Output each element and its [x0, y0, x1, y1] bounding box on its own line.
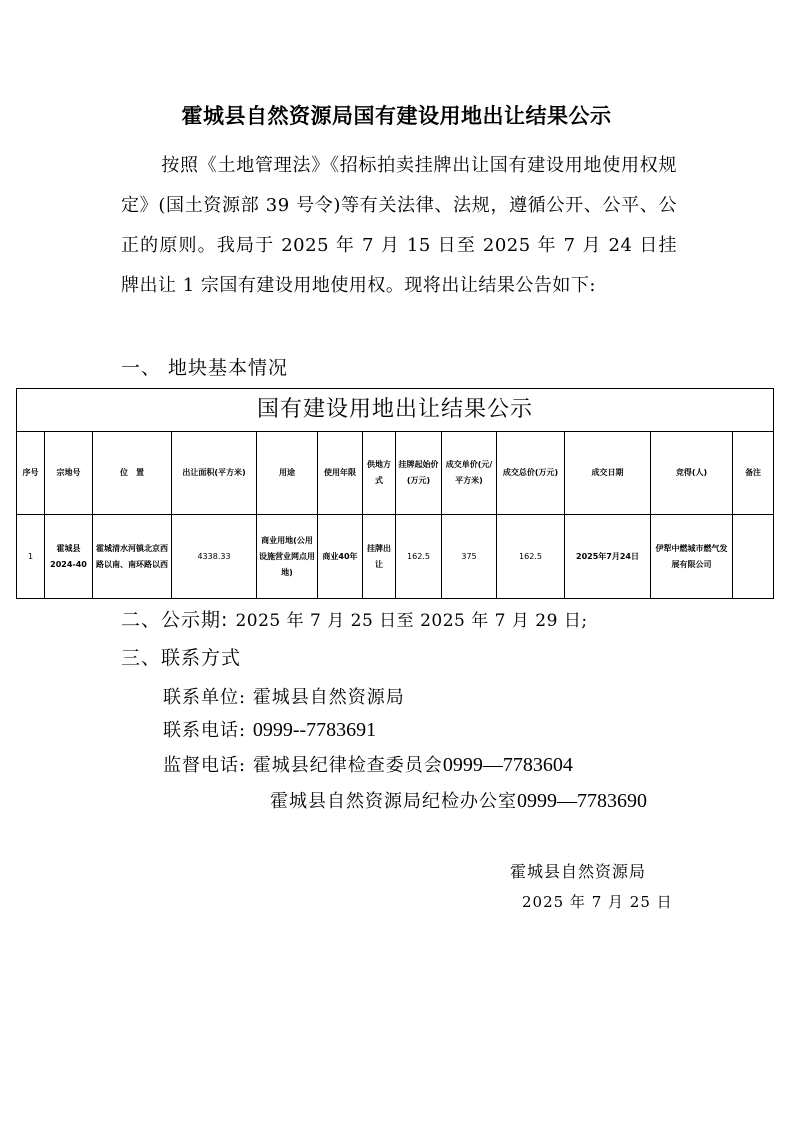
header-cell: 备注: [733, 432, 774, 515]
document-title: 霍城县自然资源局国有建设用地出让结果公示: [181, 104, 612, 128]
publicity-period: 2025 年 7 月 25 日至 2025 年 7 月 29 日;: [235, 611, 588, 631]
result-table: [16, 388, 774, 599]
table-cell: 162.5: [497, 515, 565, 599]
table-cell: 挂牌出让: [363, 515, 396, 599]
supervise-2-phone: 0999—7783690: [517, 790, 647, 812]
contact-unit: [163, 683, 405, 709]
signature-date: 2025 年 7 月 25 日: [522, 893, 673, 911]
section-2-label: 二、公示期:: [121, 609, 229, 631]
table-header-row: [17, 432, 774, 515]
intro-text: 按照《土地管理法》《招标拍卖挂牌出让国有建设用地使用权规定》(国土资源部 39 号令)等有关法律、法规，遵循公开、公平、公正的原则。我局于 2025 年 7 月 15 日至 2025 年 7 月 24 日挂牌出让 1 宗国有建设用地使用权。现将出让结果公告如下:: [121, 155, 677, 296]
table-cell: 162.5: [396, 515, 442, 599]
supervise-phone-1: [163, 751, 573, 777]
header-cell: 位 置: [93, 432, 172, 515]
contact-unit-value: 霍城县自然资源局: [252, 687, 405, 708]
contact-unit-label: 联系单位:: [163, 687, 247, 708]
header-cell: 使用年限: [318, 432, 363, 515]
supervise-1-name: 霍城县纪律检查委员会: [252, 755, 443, 776]
contact-phone: [163, 716, 376, 742]
table-cell: 霍城清水河镇北京西路以南、南环路以西: [93, 515, 172, 599]
supervise-phone-2: [270, 787, 647, 813]
header-cell: 竞得(人): [651, 432, 733, 515]
header-cell: 用途: [257, 432, 318, 515]
table-cell: 2025年7月24日: [565, 515, 651, 599]
table-cell: 375: [442, 515, 497, 599]
table-cell: 商业40年: [318, 515, 363, 599]
contact-phone-label: 联系电话:: [163, 720, 247, 741]
signature-org: 霍城县自然资源局: [510, 862, 647, 881]
header-cell: 挂牌起始价(万元): [396, 432, 442, 515]
intro-paragraph: [121, 146, 677, 306]
section-1-heading: 一、 地块基本情况: [121, 357, 289, 379]
table-cell: 伊犁中燃城市燃气发展有限公司: [651, 515, 733, 599]
supervise-1-phone: 0999—7783604: [442, 754, 573, 776]
section-2-heading: [121, 605, 588, 632]
section-3-heading: 三、联系方式: [121, 647, 242, 669]
table-title: 国有建设用地出让结果公示: [17, 389, 774, 432]
header-cell: 成交日期: [565, 432, 651, 515]
header-cell: 供地方式: [363, 432, 396, 515]
supervise-2-name: 霍城县自然资源局纪检办公室: [270, 791, 517, 812]
header-cell: 序号: [17, 432, 45, 515]
table-cell: 4338.33: [172, 515, 257, 599]
contact-phone-value: 0999--7783691: [252, 719, 377, 741]
supervise-label: 监督电话:: [163, 755, 247, 776]
table-cell: 商业用地(公用设施营业网点用地): [257, 515, 318, 599]
header-cell: 成交单价(元/平方米): [442, 432, 497, 515]
header-cell: 出让面积(平方米): [172, 432, 257, 515]
table-cell: 1: [17, 515, 45, 599]
header-cell: 成交总价(万元): [497, 432, 565, 515]
header-cell: 宗地号: [45, 432, 93, 515]
table-cell: [733, 515, 774, 599]
table-cell: 霍城县2024-40: [45, 515, 93, 599]
table-row: [17, 515, 774, 599]
